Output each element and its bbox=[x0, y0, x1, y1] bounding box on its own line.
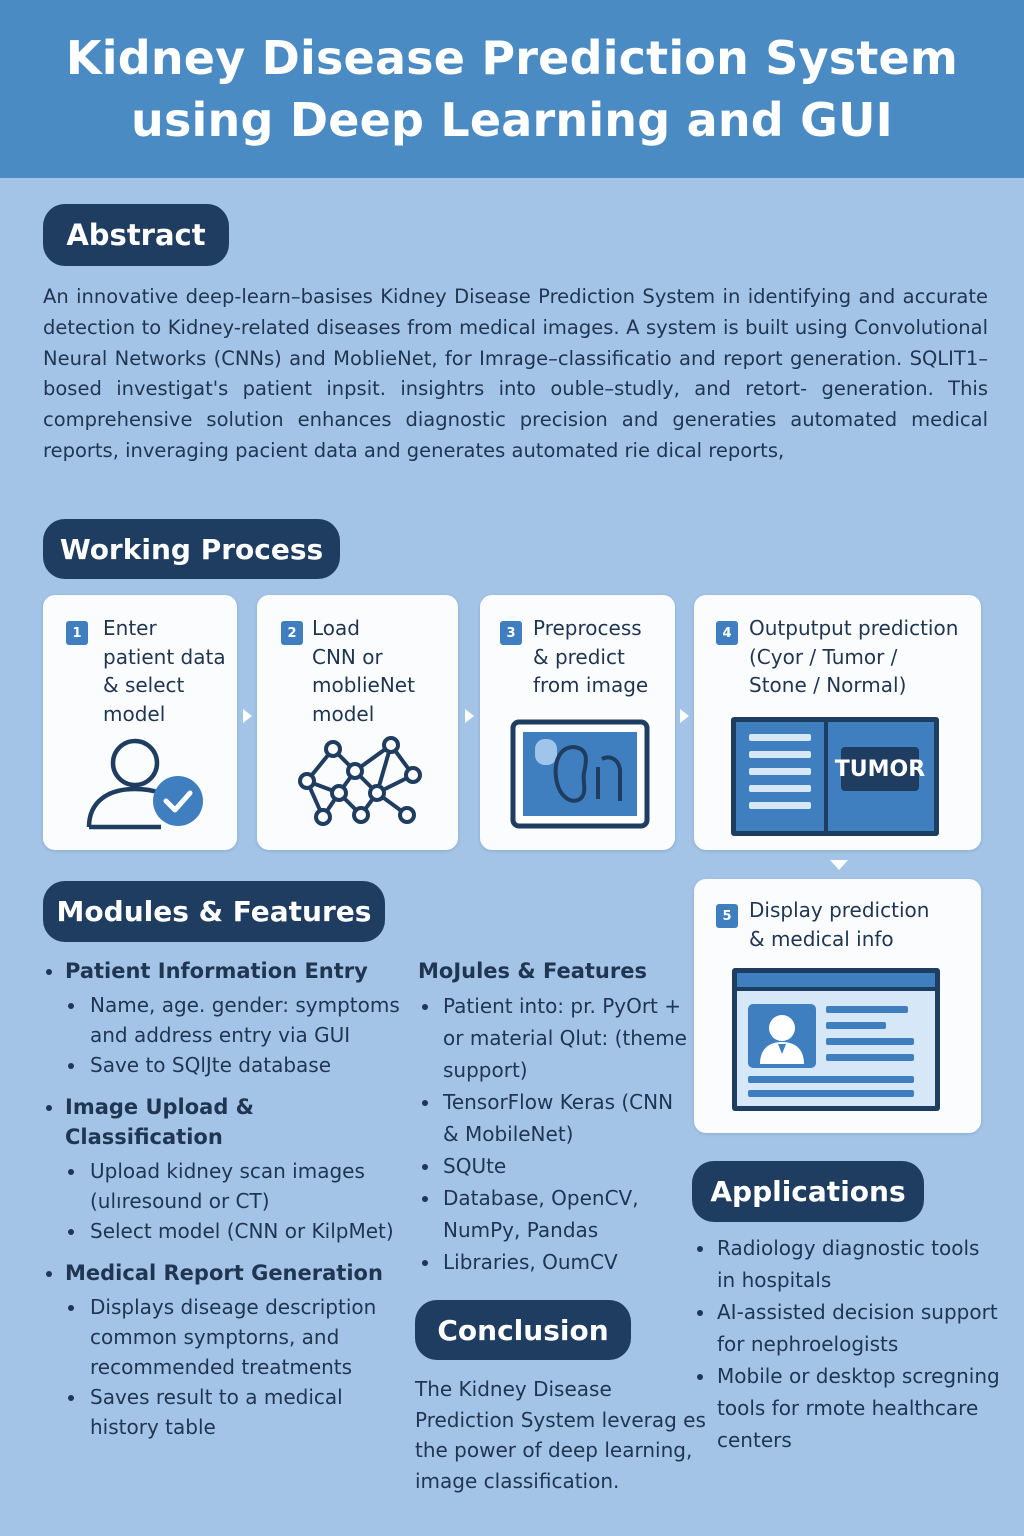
step-number: 1 bbox=[66, 621, 88, 645]
step-card-5 bbox=[694, 879, 981, 1133]
application-item: Mobile or desktop scregning tools for rmote healthcare centers bbox=[694, 1360, 1004, 1456]
title-line-1: Kidney Disease Prediction System bbox=[65, 31, 959, 85]
page-title bbox=[66, 27, 958, 151]
module-feature: Name, age. gender: symptoms and address entry via GUI bbox=[43, 990, 413, 1050]
step-label: Load CNN or moblieNet model bbox=[312, 616, 415, 726]
arrow-right-icon bbox=[465, 709, 474, 723]
step-number: 4 bbox=[716, 621, 738, 645]
tech-column bbox=[418, 956, 688, 1278]
tech-list bbox=[418, 990, 688, 1278]
modules-list bbox=[43, 956, 413, 1442]
applications-heading: Applications bbox=[692, 1161, 924, 1222]
module-title: Medical Report Generation bbox=[65, 1261, 383, 1285]
user-check-icon bbox=[85, 733, 209, 831]
application-item: Radiology diagnostic tools in hospitals bbox=[694, 1232, 1004, 1296]
report-screen-icon bbox=[731, 717, 939, 836]
step-label: Preprocess & predict from image bbox=[533, 616, 649, 697]
module-feature: Displays diseage description common symptorns, and recommended treatments bbox=[43, 1292, 413, 1382]
module-group bbox=[43, 1258, 413, 1288]
tech-item: Libraries, OumCV bbox=[418, 1246, 688, 1278]
step-label: Outputput prediction (Cyor / Tumor / Stone / Normal) bbox=[749, 616, 959, 697]
step-card-4 bbox=[694, 595, 981, 850]
tech-heading: MoJules & Features bbox=[418, 959, 647, 983]
module-title: Image Upload & Classification bbox=[65, 1095, 254, 1149]
module-feature: Upload kidney scan images (ulıresound or CT) bbox=[43, 1156, 413, 1216]
kidney-scan-icon bbox=[510, 719, 650, 829]
module-feature: Select model (CNN or KilpMet) bbox=[43, 1216, 413, 1246]
title-line-2: using Deep Learning and GUI bbox=[131, 93, 893, 147]
step-number: 3 bbox=[500, 621, 522, 645]
tech-item: TensorFlow Keras (CNN & MobileNet) bbox=[418, 1086, 688, 1150]
step-number: 2 bbox=[281, 621, 303, 645]
application-item: AI-assisted decision support for nephroelogists bbox=[694, 1296, 1004, 1360]
neural-network-icon bbox=[295, 735, 425, 831]
step-label: Display prediction & medical info bbox=[749, 898, 930, 951]
arrow-right-icon bbox=[243, 709, 252, 723]
abstract-heading: Abstract bbox=[43, 204, 229, 266]
conclusion-text: The Kidney Disease Prediction System leverag es the power of deep learning, image classification. bbox=[415, 1377, 706, 1493]
page-header bbox=[0, 0, 1024, 178]
arrow-down-icon bbox=[830, 860, 848, 870]
module-group bbox=[43, 1092, 413, 1152]
prediction-badge: TUMOR bbox=[841, 747, 919, 791]
abstract-text: An innovative deep-learn–basises Kidney Disease Prediction System in identifying and accurate detection to Kidney-related diseases from medical images. A system is built using Convolutional Neural Networks (CNNs) and MoblieNet, for Imrage–classificatio and report generation. SQLIT1–bosed investigat's patient inpsit. insightrs into ouble–studly, and retort- generation. This comprehensive solution enhances diagnostic precision and generaties automated medical reports, inveraging pacient data and generates automated rie dical reports, bbox=[43, 285, 988, 462]
tech-item: Patient into: pr. PyOrt + or material Qlut: (theme support) bbox=[418, 990, 688, 1086]
modules-heading: Modules & Features bbox=[43, 881, 385, 942]
step-number: 5 bbox=[716, 904, 738, 928]
step-card-1 bbox=[43, 595, 237, 850]
step-card-2 bbox=[257, 595, 458, 850]
working-process-heading: Working Process bbox=[43, 519, 340, 579]
arrow-right-icon bbox=[680, 709, 689, 723]
tech-item: Database, OpenCV, NumPy, Pandas bbox=[418, 1182, 688, 1246]
step-card-3 bbox=[480, 595, 675, 850]
tech-item: SQUte bbox=[418, 1150, 688, 1182]
module-feature: Saves result to a medical history table bbox=[43, 1382, 413, 1442]
conclusion-heading: Conclusion bbox=[415, 1300, 631, 1360]
module-feature: Save to SQlJte database bbox=[43, 1050, 413, 1080]
module-group bbox=[43, 956, 413, 986]
step-label: Enter patient data & select model bbox=[103, 616, 226, 726]
applications-list bbox=[694, 1232, 1004, 1456]
module-title: Patient Information Entry bbox=[65, 959, 368, 983]
patient-profile-icon bbox=[732, 968, 940, 1111]
